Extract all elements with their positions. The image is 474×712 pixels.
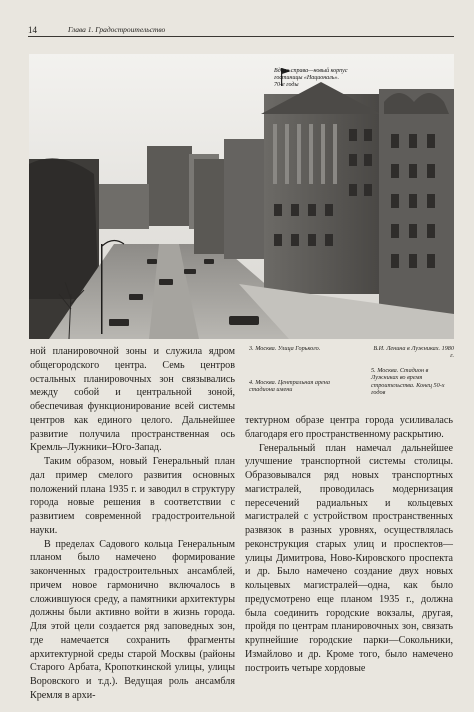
photo-overlay-caption: Вдали справа—новый корпус гостиницы «Националь». 70-е годы <box>274 68 348 88</box>
caption-3: 3. Москва. Улица Горького. <box>249 345 321 352</box>
left-paragraph-3: В пределах Садового кольца Генеральным планом было намечено формирование законченных градостроительных ансамблей, причем новое гармонично включалось в сложившуюся среду, а памятники архитектуры должны были активно войти в жизнь города. Для этой цели создается ряд заповедных зон, где намечается сохранить фрагменты архитектурной среды старой Москвы (районы Старого Арбата, Кропоткинской улицы, улицы Воровского и т.д.). Ведущая роль ансамбля Кремля в архи- <box>30 538 235 701</box>
caption-4: 4. Москва. Центральная арена стадиона имени <box>249 379 330 394</box>
right-text-column <box>245 414 453 675</box>
caption-5: 5. Москва. Стадион в Лужниках во время строительства. Конец 50-х годов <box>371 367 445 396</box>
caption-4-continued: В.И. Ленина в Лужниках. 1980 г. <box>373 345 454 360</box>
header-rule <box>28 36 454 37</box>
left-text-column <box>30 345 235 703</box>
right-paragraph-2: Генеральный план намечал дальнейшее улучшение транспортной системы столицы. Образовывался ряд новых транспортных магистралей, проводилась модернизация пересечений радиальных и кольцевых магистралей с устройством пространственных развязок в разных уровнях, осуществлялась реконструкция старых улиц и проспектов—улицы Димитрова, Ново-Кировского проспекта и др. Было намечено создание двух новых кольцевых магистралей—одна, как было предусмотрено еще планом 1935 г., должна была соединить городские вокзалы, другая, пройдя по центрам планировочных зон, связать крупнейшие городские парки—Сокольники, Измайлово и др. Кроме того, было намечено построить четыре хордовые <box>245 442 453 674</box>
right-paragraph-1: тектурном образе центра города усиливалась благодаря его пространственному раскрытию. <box>245 415 453 440</box>
left-paragraph-1: ной планировочной зоны и служила ядром общегородского центра. Семь центров остальных планировочных зон связывались между собой и центральной зоной, обеспечивая функционирование всей системы центров как единого целого. Дальнейшее развитие получила пространственная ось Кремль–Лужники–Юго-Запад. <box>30 346 235 454</box>
running-head: Глава 1. Градостроительство <box>68 25 166 34</box>
left-paragraph-2: Таким образом, новый Генеральный план дал пример смелого развития основных положений плана 1935 г. и заводил в структуру города новые решения в соответствии с развитием современной градостроительной науки. <box>30 456 235 536</box>
page-header <box>28 22 454 36</box>
page-number: 14 <box>28 25 37 35</box>
street-photo-illustration <box>29 54 454 339</box>
photo-captions <box>249 345 454 409</box>
street-photo <box>29 54 454 339</box>
